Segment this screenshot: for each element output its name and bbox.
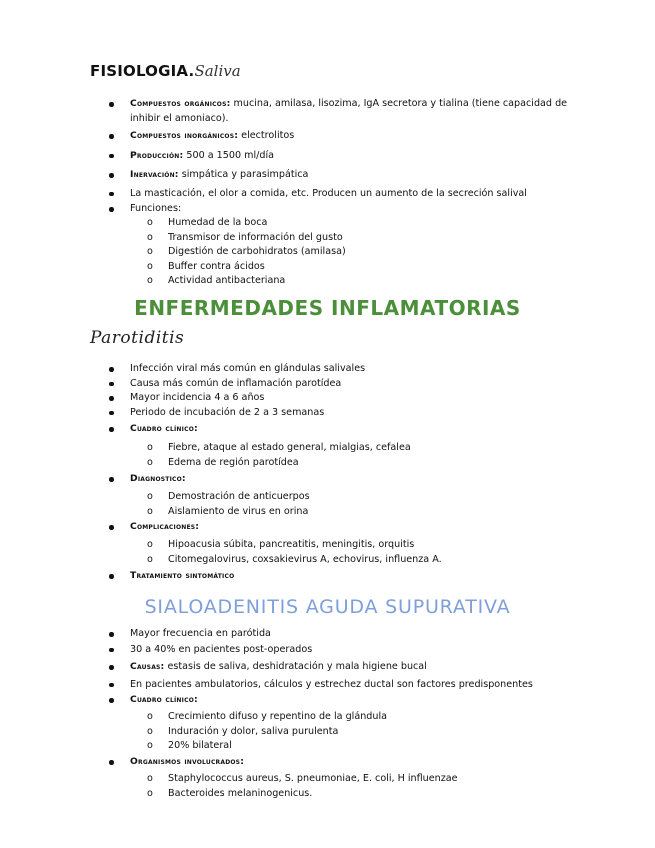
funciones-list bbox=[147, 216, 568, 289]
bullet-icon bbox=[109, 698, 114, 703]
bullet-icon bbox=[109, 207, 114, 212]
page-title bbox=[90, 62, 241, 80]
bullet-icon bbox=[109, 665, 114, 670]
sub-bullet-icon: o bbox=[147, 275, 153, 286]
sub-bullet-icon: o bbox=[147, 773, 153, 784]
sub-item-text: Staphylococcus aureus, S. pneumoniae, E. coli, H influenzae bbox=[168, 773, 458, 784]
item-text: Periodo de incubación de 2 a 3 semanas bbox=[130, 406, 325, 418]
sialoadenitis-cuadro-list bbox=[147, 710, 568, 754]
bullet-icon bbox=[109, 760, 114, 765]
sub-item bbox=[147, 725, 568, 740]
sub-bullet-icon: o bbox=[147, 217, 153, 228]
sub-bullet-icon: o bbox=[147, 539, 153, 550]
sub-item-text: Fiebre, ataque al estado general, mialgias, cefalea bbox=[168, 442, 411, 453]
sub-item-text: Crecimiento difuso y repentino de la glándula bbox=[168, 711, 388, 722]
item-label: Complicaciones: bbox=[130, 521, 200, 532]
bullet-icon bbox=[109, 396, 114, 401]
list-item bbox=[130, 678, 600, 693]
list-item bbox=[130, 391, 590, 406]
parotiditis-diagnostico-list bbox=[147, 490, 568, 519]
item-text: Infección viral más común en glándulas salivales bbox=[130, 363, 366, 374]
sub-bullet-icon: o bbox=[147, 491, 153, 502]
bullet-icon bbox=[109, 683, 114, 688]
sub-item bbox=[147, 787, 568, 802]
item-text: estasis de saliva, deshidratación y mala higiene bucal bbox=[164, 661, 427, 672]
list-item bbox=[130, 569, 590, 584]
parotiditis-list bbox=[130, 362, 590, 437]
sub-item-text: Transmisor de información del gusto bbox=[168, 231, 343, 243]
bullet-icon bbox=[109, 382, 114, 387]
sub-item bbox=[147, 490, 568, 505]
sub-item bbox=[147, 710, 568, 725]
sub-item bbox=[147, 274, 568, 289]
list-item bbox=[130, 149, 590, 164]
item-text: 500 a 1500 ml/día bbox=[183, 149, 275, 161]
item-text: La masticación, el olor a comida, etc. Producen un aumento de la secreción salival bbox=[130, 187, 527, 199]
bullet-icon bbox=[109, 648, 114, 653]
list-item bbox=[130, 472, 590, 487]
saliva-list bbox=[130, 97, 590, 217]
parotiditis-tratamiento bbox=[130, 569, 590, 584]
parotiditis-diagnostico bbox=[130, 472, 590, 487]
bullet-icon bbox=[109, 427, 114, 432]
sub-item bbox=[147, 245, 568, 260]
list-item bbox=[130, 693, 600, 708]
sub-bullet-icon: o bbox=[147, 553, 153, 565]
parotiditis-cuadro-list bbox=[147, 441, 568, 470]
title-separator: . bbox=[188, 62, 195, 80]
item-label: Diagnostico: bbox=[130, 473, 186, 484]
sialoadenitis-list bbox=[130, 627, 600, 708]
list-item bbox=[130, 377, 590, 392]
list-item bbox=[130, 406, 590, 421]
list-item bbox=[130, 422, 590, 437]
list-item bbox=[130, 362, 590, 377]
bullet-icon bbox=[109, 192, 114, 197]
sub-item bbox=[147, 505, 568, 520]
list-item bbox=[130, 187, 590, 202]
item-text-continued: inhibir el amoniaco). bbox=[130, 112, 229, 124]
list-item bbox=[130, 520, 590, 535]
sub-item bbox=[147, 553, 568, 568]
sub-item-text: Aislamiento de virus en orina bbox=[168, 505, 309, 517]
list-item bbox=[130, 755, 590, 770]
sub-item bbox=[147, 538, 568, 553]
sub-bullet-icon: o bbox=[147, 505, 153, 517]
bullet-icon bbox=[109, 367, 114, 372]
sub-bullet-icon: o bbox=[147, 260, 153, 272]
list-item bbox=[130, 202, 590, 217]
item-text: simpática y parasimpática bbox=[178, 169, 309, 180]
item-label: Organismos involucrados: bbox=[130, 756, 245, 767]
section-heading-sialoadenitis: SIALOADENITIS AGUDA SUPURATIVA bbox=[144, 596, 511, 618]
item-label: Compuestos inorgánicos: bbox=[130, 130, 239, 141]
bullet-icon bbox=[109, 574, 114, 579]
sub-item bbox=[147, 739, 568, 754]
parotiditis-complicaciones bbox=[130, 520, 590, 535]
sub-item bbox=[147, 772, 568, 787]
sub-item-text: 20% bilateral bbox=[168, 740, 232, 751]
sub-item-text: Humedad de la boca bbox=[168, 217, 268, 228]
bullet-icon bbox=[109, 154, 114, 159]
sub-item-text: Demostración de anticuerpos bbox=[168, 491, 310, 502]
item-label: Compuestos orgánicos: bbox=[130, 98, 231, 109]
item-text: Funciones: bbox=[130, 203, 182, 214]
item-label: Causas: bbox=[130, 661, 165, 672]
sub-item-text: Buffer contra ácidos bbox=[168, 260, 265, 272]
sub-item bbox=[147, 441, 568, 456]
parotiditis-complicaciones-list bbox=[147, 538, 568, 567]
sub-item-text: Actividad antibacteriana bbox=[168, 275, 286, 286]
section-heading-inflamatorias: ENFERMEDADES INFLAMATORIAS bbox=[134, 296, 521, 320]
sialoadenitis-organismos-list bbox=[147, 772, 568, 801]
sub-item-text: Bacteroides melaninogenicus. bbox=[168, 787, 313, 799]
list-item bbox=[130, 660, 600, 675]
parotiditis-heading: Parotiditis bbox=[90, 328, 185, 348]
item-text: Causa más común de inflamación parotídea bbox=[130, 377, 342, 389]
list-item bbox=[130, 129, 590, 144]
item-text: En pacientes ambulatorios, cálculos y estrechez ductal son factores predisponentes bbox=[130, 678, 533, 690]
sub-item bbox=[147, 456, 568, 471]
sub-item-text: Hipoacusia súbita, pancreatitis, meningitis, orquitis bbox=[168, 539, 415, 550]
sub-item bbox=[147, 216, 568, 231]
item-text: 30 a 40% en pacientes post-operados bbox=[130, 643, 313, 655]
sub-item bbox=[147, 260, 568, 275]
list-item bbox=[130, 627, 600, 642]
title-main: FISIOLOGIA bbox=[90, 62, 189, 80]
sub-bullet-icon: o bbox=[147, 456, 153, 468]
bullet-icon bbox=[109, 134, 114, 139]
item-text: mucina, amilasa, lisozima, IgA secretora y tialina (tiene capacidad de bbox=[230, 98, 568, 109]
item-label: Cuadro clínico: bbox=[130, 423, 198, 434]
sub-item bbox=[147, 231, 568, 246]
item-text: Mayor incidencia 4 a 6 años bbox=[130, 392, 265, 403]
list-item bbox=[130, 168, 590, 183]
title-subtitle: Saliva bbox=[194, 62, 241, 80]
sialoadenitis-organismos bbox=[130, 755, 590, 770]
list-item bbox=[130, 97, 590, 126]
list-item bbox=[130, 643, 600, 658]
bullet-icon bbox=[109, 525, 114, 530]
bullet-icon bbox=[109, 411, 114, 416]
bullet-icon bbox=[109, 102, 114, 107]
item-text: Mayor frecuencia en parótida bbox=[130, 628, 271, 639]
item-text: electrolitos bbox=[238, 130, 295, 141]
sub-item-text: Edema de región parotídea bbox=[168, 456, 299, 468]
sub-item-text: Citomegalovirus, coxsakievirus A, echovirus, influenza A. bbox=[168, 553, 442, 565]
sub-bullet-icon: o bbox=[147, 231, 153, 243]
sub-bullet-icon: o bbox=[147, 711, 153, 722]
bullet-icon bbox=[109, 632, 114, 637]
bullet-icon bbox=[109, 477, 114, 482]
sub-bullet-icon: o bbox=[147, 246, 153, 257]
bullet-icon bbox=[109, 173, 114, 178]
sub-item-text: Induración y dolor, saliva purulenta bbox=[168, 725, 339, 737]
item-label: Cuadro clínico: bbox=[130, 694, 198, 705]
item-label: Tratamiento sintomático bbox=[130, 570, 235, 581]
sub-bullet-icon: o bbox=[147, 725, 153, 737]
sub-bullet-icon: o bbox=[147, 787, 153, 799]
sub-bullet-icon: o bbox=[147, 442, 153, 453]
item-label: Producción: bbox=[130, 149, 184, 161]
sub-item-text: Digestión de carbohidratos (amilasa) bbox=[168, 246, 346, 257]
sub-bullet-icon: o bbox=[147, 740, 153, 751]
item-label: Inervación: bbox=[130, 169, 179, 180]
